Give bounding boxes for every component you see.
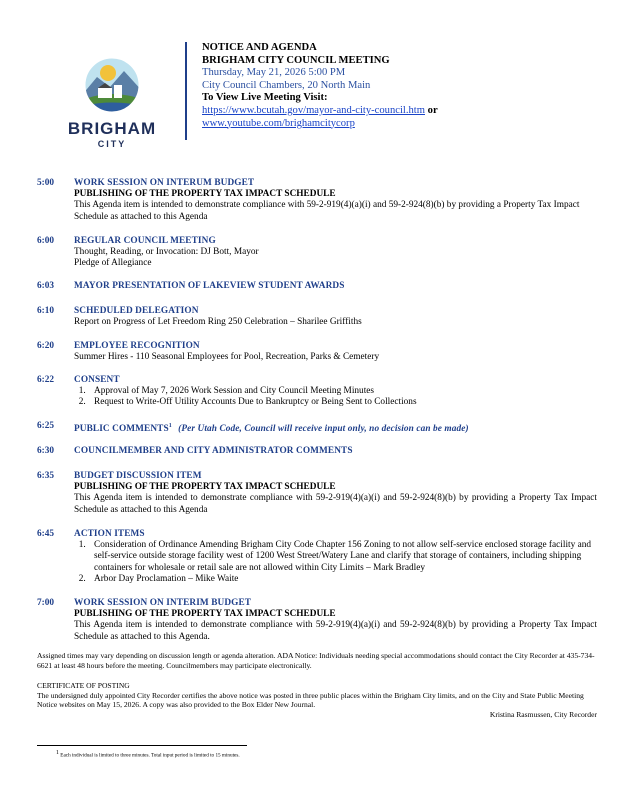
agenda-title: SCHEDULED DELEGATION bbox=[74, 306, 199, 316]
agenda-time: 6:22 bbox=[37, 375, 55, 385]
header-block bbox=[202, 42, 438, 130]
agenda-time: 6:20 bbox=[37, 341, 55, 351]
ada-notice: Assigned times may vary depending on discussion length or agenda alteration. ADA Notice: Individuals needing special accommodations should contact the City Recorder at 435-734-6621 at least 48 hours before the meeting. Councilmembers may participate electronically. bbox=[37, 651, 595, 670]
agenda-text: This Agenda item is intended to demonstrate compliance with 59-2-919(4)(a)(i) and 59-2-924(8)(b) by providing a Property Tax Impact Schedule as attached to this Agenda bbox=[74, 493, 597, 515]
agenda-item-7 bbox=[37, 446, 597, 457]
agenda-subtitle: PUBLISHING OF THE PROPERTY TAX IMPACT SCHEDULE bbox=[74, 609, 336, 620]
agenda-item-9 bbox=[37, 529, 597, 585]
agenda-item-5 bbox=[37, 375, 597, 409]
agenda-item-4 bbox=[37, 341, 597, 363]
header-date: Thursday, May 21, 2026 5:00 PM bbox=[202, 67, 346, 79]
agenda-text: Report on Progress of Let Freedom Ring 250 Celebration – Sharilee Griffiths bbox=[74, 317, 362, 328]
header-meeting: BRIGHAM CITY COUNCIL MEETING bbox=[202, 54, 390, 66]
header-notice: NOTICE AND AGENDA bbox=[202, 42, 317, 53]
footnote-text: Each individual is limited to three minutes. Total input period is limited to 15 minutes. bbox=[60, 752, 240, 759]
agenda-time: 6:03 bbox=[37, 281, 55, 291]
agenda-title: MAYOR PRESENTATION OF LAKEVIEW STUDENT AWARDS bbox=[74, 281, 345, 291]
header-or: or bbox=[427, 104, 438, 116]
public-comments-note: (Per Utah Code, Council will receive input only, no decision can be made) bbox=[178, 424, 469, 435]
agenda-text: This Agenda item is intended to demonstrate compliance with 59-2-919(4)(a)(i) and 59-2-924(8)(b) by providing a Property Tax Impact Schedule as attached to this Agenda. bbox=[74, 620, 597, 642]
agenda-subtitle: PUBLISHING OF THE PROPERTY TAX IMPACT SCHEDULE bbox=[74, 189, 336, 200]
agenda-invocation: Thought, Reading, or Invocation: DJ Bott, Mayor bbox=[74, 247, 259, 258]
agenda-item-1 bbox=[37, 236, 597, 270]
agenda-title: PUBLIC COMMENTS bbox=[74, 424, 169, 435]
agenda-time: 7:00 bbox=[37, 598, 55, 608]
agenda-subtitle: PUBLISHING OF THE PROPERTY TAX IMPACT SCHEDULE bbox=[74, 482, 336, 493]
footnote-mark: 1 bbox=[56, 750, 59, 756]
agenda-item-6 bbox=[37, 421, 597, 435]
certificate-signature: Kristina Rasmussen, City Recorder bbox=[489, 709, 597, 719]
agenda-title: COUNCILMEMBER AND CITY ADMINISTRATOR COMMENTS bbox=[74, 446, 353, 456]
agenda-text: Summer Hires - 110 Seasonal Employees for Pool, Recreation, Parks & Cemetery bbox=[74, 352, 380, 363]
agenda-time: 6:30 bbox=[37, 446, 55, 456]
agenda-title: ACTION ITEMS bbox=[74, 529, 145, 539]
consent-item: 1. Approval of May 7, 2026 Work Session and City Council Meeting Minutes bbox=[88, 386, 597, 397]
agenda-time: 5:00 bbox=[37, 178, 55, 188]
certificate-text: The undersigned duly appointed City Recorder certifies the above notice was posted in three public places within the Brigham City limits, and on the City and State Public Meeting Notice websites on May 15, 2026. A copy was also provided to the Box Elder New Journal. bbox=[37, 690, 584, 710]
agenda-item-3 bbox=[37, 306, 597, 328]
logo-word-brigham: BRIGHAM bbox=[67, 119, 157, 138]
brigham-city-logo bbox=[62, 55, 162, 155]
agenda-text: This Agenda item is intended to demonstrate compliance with 59-2-919(4)(a)(i) and 59-2-924(8)(b) by providing a Property Tax Impact Schedule as attached to this Agenda bbox=[74, 200, 580, 222]
agenda-item-8 bbox=[37, 471, 597, 516]
youtube-link[interactable]: www.youtube.com/brighamcitycorp bbox=[202, 117, 355, 129]
footnote-marker: 1 bbox=[168, 423, 172, 429]
header-divider bbox=[185, 42, 187, 140]
action-item: 2. Arbor Day Proclamation – Mike Waite bbox=[88, 574, 597, 585]
agenda-item-10 bbox=[37, 598, 597, 643]
certificate-block bbox=[37, 681, 597, 719]
certificate-heading: CERTIFICATE OF POSTING bbox=[37, 681, 130, 690]
agenda-pledge: Pledge of Allegiance bbox=[74, 258, 152, 269]
agenda-time: 6:00 bbox=[37, 236, 55, 246]
header-location: City Council Chambers, 20 North Main bbox=[202, 79, 371, 91]
agenda-time: 6:10 bbox=[37, 306, 55, 316]
agenda-item-0 bbox=[37, 178, 597, 223]
footnote bbox=[56, 750, 240, 759]
agenda-title: WORK SESSION ON INTERIM BUDGET bbox=[74, 598, 252, 608]
agenda-title: REGULAR COUNCIL MEETING bbox=[74, 236, 216, 246]
agenda-title: WORK SESSION ON INTERUM BUDGET bbox=[74, 178, 255, 188]
header-live-label: To View Live Meeting Visit: bbox=[202, 92, 328, 104]
agenda-title: CONSENT bbox=[74, 375, 120, 385]
footnote-divider bbox=[37, 745, 247, 746]
agenda-title: BUDGET DISCUSSION ITEM bbox=[74, 471, 202, 481]
agenda-time: 6:35 bbox=[37, 471, 55, 481]
agenda-title: EMPLOYEE RECOGNITION bbox=[74, 341, 200, 351]
agenda-time: 6:45 bbox=[37, 529, 55, 539]
logo-word-city: CITY bbox=[97, 139, 127, 149]
agenda-time: 6:25 bbox=[37, 421, 55, 431]
consent-item: 2. Request to Write-Off Utility Accounts Due to Bankruptcy or Being Sent to Collections bbox=[88, 397, 597, 408]
action-item: 1. Consideration of Ordinance Amending Brigham City Code Chapter 156 Zoning to not allow self-service enclosed storage facility and self-service outside storage facility west of 1200 West Street/Watery Lane and clarify that storage of containers, including shipping containers for wholesale or retail sale are not allowed within City Limits – Mark Bradley bbox=[88, 540, 597, 574]
city-council-link[interactable]: https://www.bcutah.gov/mayor-and-city-council.htm bbox=[202, 104, 425, 116]
agenda-item-2 bbox=[37, 281, 597, 292]
